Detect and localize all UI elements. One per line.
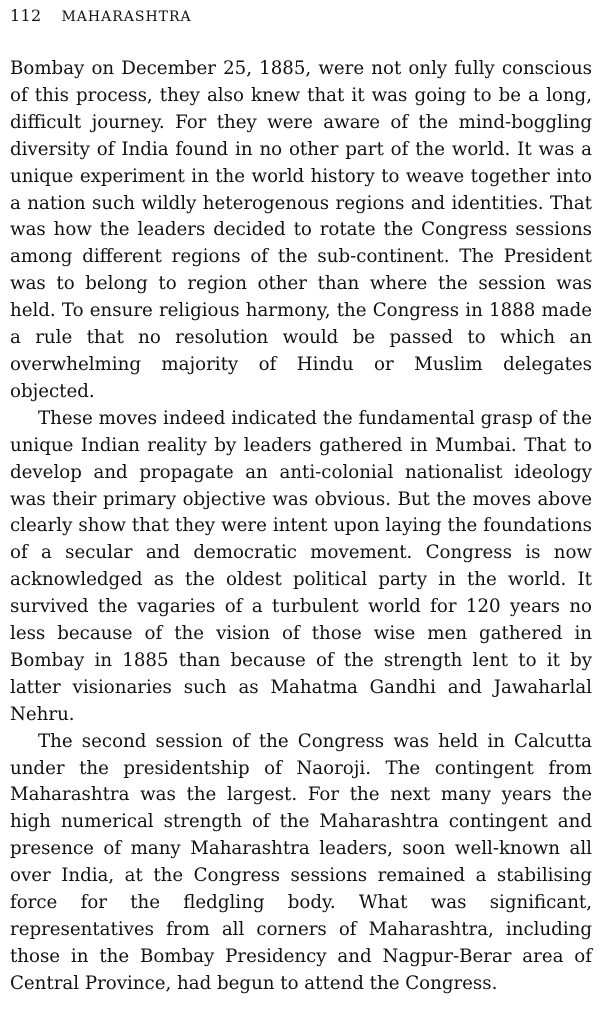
running-header [10,6,192,25]
paragraph-continuation: Bombay on December 25, 1885, were not only fully conscious of this process, they also knew that it was going to be a long, difficult journey. For they were aware of the mind-boggling diversity of India found in no other part of the world. It was a unique experiment in the world history to weave together into a nation such wildly heterogenous regions and identities. That was how the leaders decided to rotate the Congress sessions among different regions of the sub-continent. The President was to belong to region other than where the session was held. To ensure religious harmony, the Congress in 1888 made a rule that no resolution would be passed to which an overwhelming majority of Hindu or Muslim delegates objected. [10,58,592,402]
running-title: MAHARASHTRA [61,9,192,25]
body-text [10,56,592,998]
paragraph: These moves indeed indicated the fundamental grasp of the unique Indian reality by leaders gathered in Mumbai. That to develop and propagate an anti-colonial nationalist ideology was their primary objective was obvious. But the moves above clearly show that they were intent upon laying the foundations of a secular and democratic movement. Congress is now acknowledged as the oldest political party in the world. It survived the vagaries of a turbulent world for 120 years no less because of the vision of those wise men gathered in Bombay in 1885 than because of the strength lent to it by latter visionaries such as Mahatma Gandhi and Jawaharlal Nehru. [10,407,592,725]
page-number: 112 [10,6,42,25]
paragraph: The second session of the Congress was held in Calcutta under the presidentship of Naoroji. The contingent from Maharashtra was the largest. For the next many years the high numerical strength of the Maharashtra contingent and presence of many Maharashtra leaders, soon well-known all over India, at the Congress sessions remained a stabilising force for the fledgling body. What was significant, representatives from all corners of Maharashtra, including those in the Bombay Presidency and Nagpur-Berar area of Central Province, had begun to attend the Congress. [10,730,592,994]
